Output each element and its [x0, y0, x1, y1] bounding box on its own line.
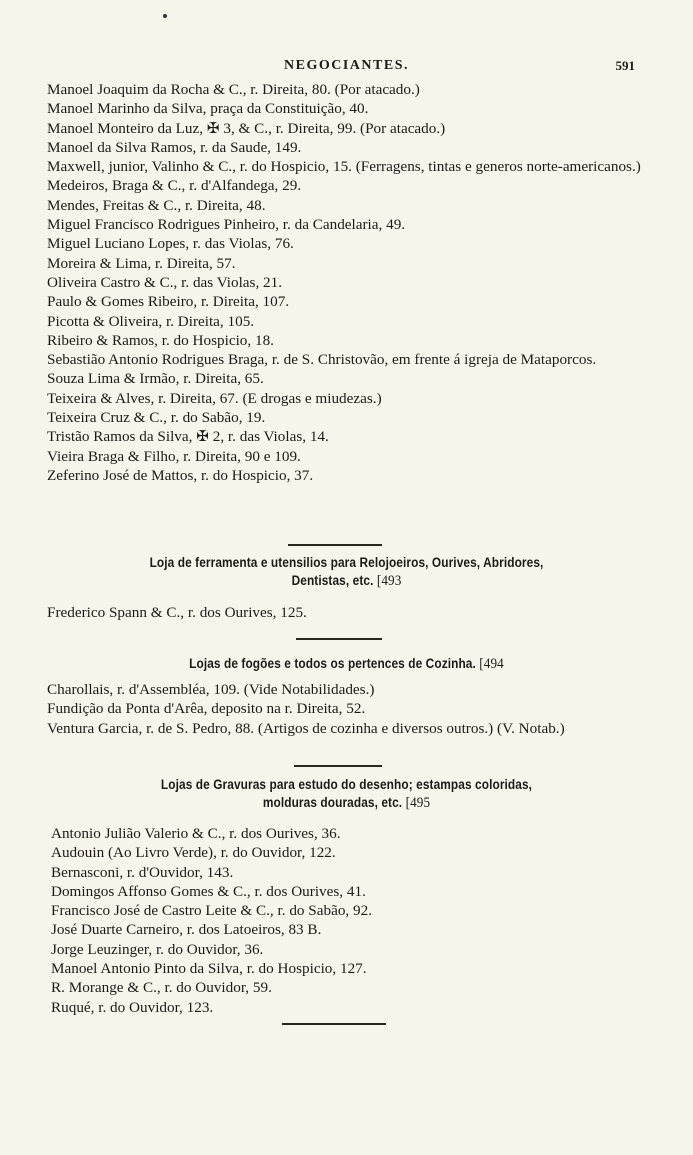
list-item: Charollais, r. d'Assembléa, 109. (Vide Notabilidades.) [47, 681, 375, 698]
page-number: 591 [615, 58, 635, 73]
list-item: Ruqué, r. do Ouvidor, 123. [51, 998, 214, 1016]
list-item: Antonio Julião Valerio & C., r. dos Ourives, 36. [51, 825, 341, 842]
list-item: Vieira Braga & Filho, r. Direita, 90 e 109. [47, 447, 301, 465]
list-item: Teixeira & Alves, r. Direita, 67. (E drogas e miudezas.) [47, 389, 382, 407]
list-item: Ventura Garcia, r. de S. Pedro, 88. (Artigos de cozinha e diversos outros.) (V. Notab.) [47, 719, 565, 737]
heading-line: Lojas de Gravuras para estudo do desenho; estampas coloridas, [160, 777, 533, 792]
list-item: Souza Lima & Irmão, r. Direita, 65. [47, 370, 264, 388]
list-item: Moreira & Lima, r. Direita, 57. [47, 254, 236, 272]
section-heading-fogoes [59, 655, 634, 673]
merchant-list [51, 824, 679, 1017]
heading-line [59, 655, 634, 673]
list-item: Sebastião Antonio Rodrigues Braga, r. de S. Christovão, em frente á igreja de Mataporcos. [47, 351, 597, 369]
merchant-list [47, 680, 675, 738]
section-heading-ferramenta [59, 554, 634, 590]
list-item: José Duarte Carneiro, r. dos Latoeiros, 83 B. [51, 921, 322, 939]
list-item: Oliveira Castro & C., r. das Violas, 21. [47, 273, 283, 291]
ink-speck [163, 14, 167, 18]
merchant-list [47, 603, 675, 622]
list-item: Jorge Leuzinger, r. do Ouvidor, 36. [51, 940, 264, 958]
section-ref: [495 [405, 795, 431, 811]
list-item: Teixeira Cruz & C., r. do Sabão, 19. [47, 409, 266, 427]
section-ref: [493 [376, 573, 402, 589]
heading-line: Loja de ferramenta e utensilios para Relojoeiros, Ourives, Abridores, [149, 555, 544, 570]
list-item: Manoel da Silva Ramos, r. da Saude, 149. [47, 138, 302, 156]
heading-line [59, 572, 634, 590]
heading-text: Lojas de fogões e todos os pertences de Cozinha. [189, 656, 476, 671]
list-item: Miguel Luciano Lopes, r. das Violas, 76. [47, 235, 294, 253]
list-item: Fundição da Ponta d'Arêa, deposito na r. Direita, 52. [47, 700, 366, 718]
section-divider [288, 544, 382, 546]
list-item: Manoel Joaquim da Rocha & C., r. Direita, 80. (Por atacado.) [47, 81, 420, 98]
list-item: Mendes, Freitas & C., r. Direita, 48. [47, 196, 266, 214]
list-item: R. Morange & C., r. do Ouvidor, 59. [51, 979, 272, 997]
list-item: Manoel Antonio Pinto da Silva, r. do Hospicio, 127. [51, 960, 367, 978]
running-title: NEGOCIANTES. [284, 58, 409, 73]
list-item: Zeferino José de Mattos, r. do Hospicio, 37. [47, 466, 314, 484]
heading-text: Dentistas, etc. [291, 573, 374, 588]
list-item: Manoel Marinho da Silva, praça da Constituição, 40. [47, 100, 369, 118]
list-item: Paulo & Gomes Ribeiro, r. Direita, 107. [47, 293, 290, 311]
list-item: Ribeiro & Ramos, r. do Hospicio, 18. [47, 331, 274, 349]
list-item: Audouin (Ao Livro Verde), r. do Ouvidor, 122. [51, 844, 336, 862]
section-divider [296, 638, 382, 640]
list-item: Bernasconi, r. d'Ouvidor, 143. [51, 863, 234, 881]
heading-line [59, 794, 634, 812]
section-divider [282, 1023, 386, 1025]
list-item: Francisco José de Castro Leite & C., r. do Sabão, 92. [51, 902, 372, 920]
list-item: Medeiros, Braga & C., r. d'Alfandega, 29. [47, 177, 302, 195]
section-ref: [494 [479, 656, 504, 672]
section-divider [294, 765, 382, 767]
list-item: Domingos Affonso Gomes & C., r. dos Ourives, 41. [51, 882, 366, 900]
section-heading-gravuras [59, 776, 634, 812]
list-item: Picotta & Oliveira, r. Direita, 105. [47, 312, 255, 330]
list-item: Manoel Monteiro da Luz, ✠ 3, & C., r. Direita, 99. (Por atacado.) [47, 119, 446, 137]
page-header [0, 58, 693, 78]
list-item: Frederico Spann & C., r. dos Ourives, 125. [47, 604, 307, 621]
heading-text: molduras douradas, etc. [262, 795, 403, 810]
list-item: Tristão Ramos da Silva, ✠ 2, r. das Violas, 14. [47, 428, 329, 446]
list-item: Miguel Francisco Rodrigues Pinheiro, r. da Candelaria, 49. [47, 216, 406, 234]
merchant-list [47, 80, 675, 485]
list-item: Maxwell, junior, Valinho & C., r. do Hospicio, 15. (Ferragens, tintas e generos norte-americanos.) [47, 158, 641, 176]
